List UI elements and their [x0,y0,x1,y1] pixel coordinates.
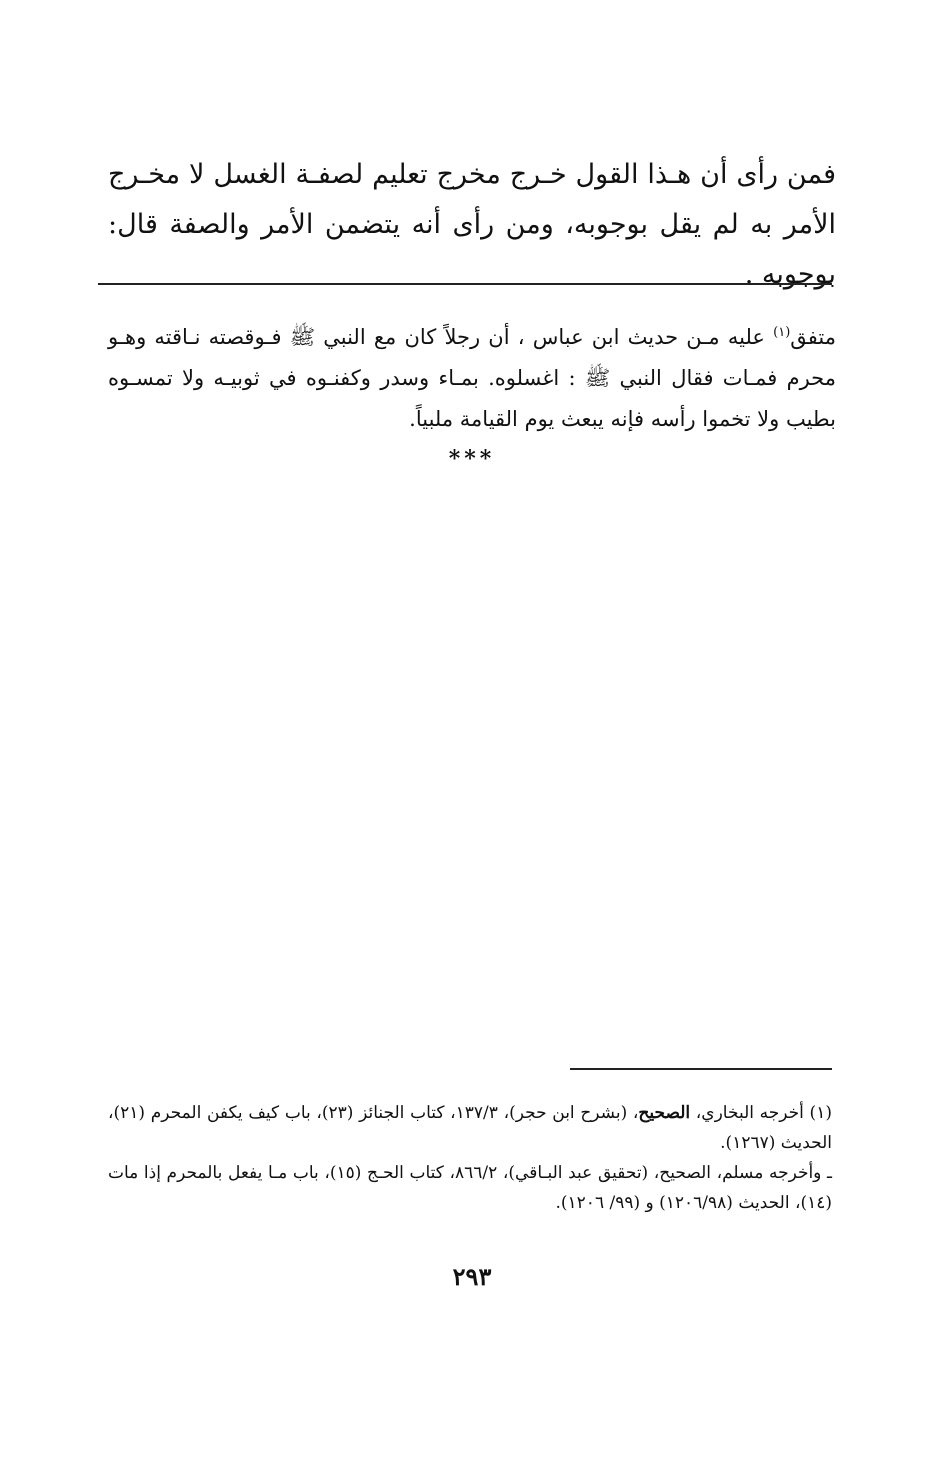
quote-lead: متفق [790,325,836,349]
section-divider [98,283,832,285]
footnotes [108,1098,832,1218]
main-paragraph: فمن رأى أن هـذا القول خـرج مخرج تعليم لصفـة الغسل لا مخـرج الأمر به لم يقل بوجوبه، ومن رأى أنه يتضمن الأمر والصفة قال: بوجوبه . [108,159,836,290]
footnote-1-title: الصحيح [638,1103,691,1123]
footnote-divider [570,1068,832,1070]
footnote-1 [108,1098,832,1158]
footnote-1-continued: ـ وأخرجه مسلم، الصحيح، (تحقيق عبد البـاقي)، ٨٦٦/٢، كتاب الحـج (١٥)، باب مـا يفعل بالمحرم إذا مات (١٤)، الحديث (١٢٠٦/٩٨) و (٩٩/ ١٢٠٦). [108,1163,832,1213]
footnote-1-end: ، (بشرح ابن حجر)، ١٣٧/٣، كتاب الجنائز (٢٣)، باب كيف يكفن المحرم (٢١)، الحديث (١٢٦٧). [108,1103,832,1153]
separator-stars: *** [448,446,496,472]
footnote-ref-1[interactable]: (١) [773,325,791,340]
hadith-quote [108,312,836,440]
footnote-1-start: (١) أخرجه البخاري، [690,1103,832,1123]
page-number: ٢٩٣ [452,1262,492,1291]
quote-body: عليه مـن حديث ابن عباس ، أن رجلاً كان مع النبي ﷺ فـوقصته نـاقته وهـو محرم فمـات فقال النبي ﷺ : اغسلوه. بمـاء وسدر وكفنـوه في ثوبيـه ولا تمسـوه بطيب ولا تخموا رأسه فإنه يبعث يوم القيامة ملبياً. [108,325,836,431]
